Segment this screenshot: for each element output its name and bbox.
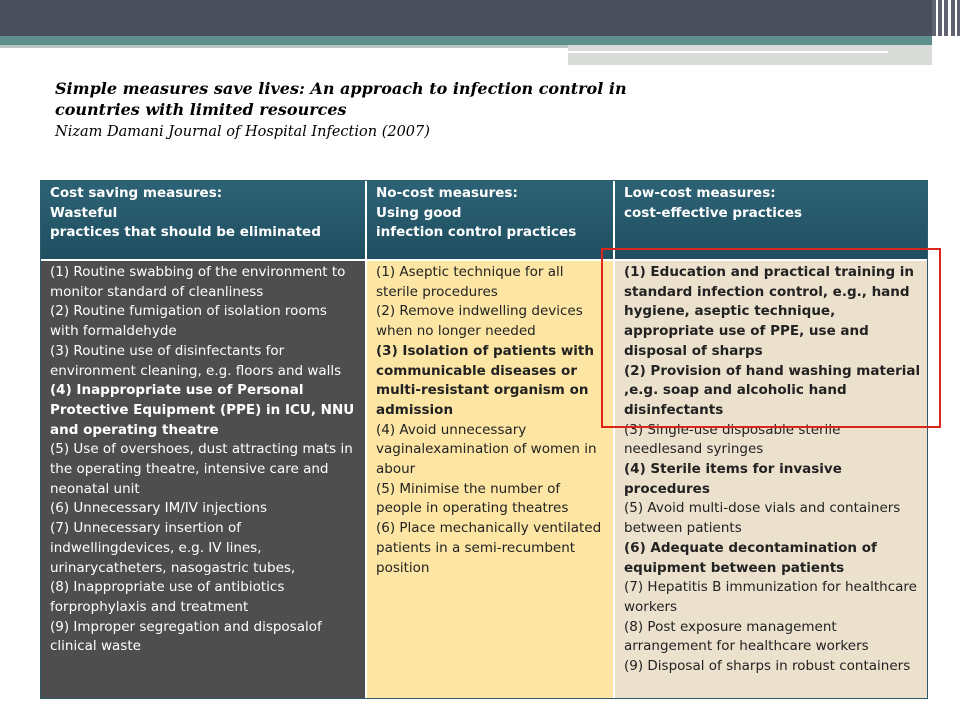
measure-item: (4) Inappropriate use of Personal Protective Equipment (PPE) in ICU, NNU and operating theatre xyxy=(50,382,355,438)
header-gray-band xyxy=(568,45,932,65)
measure-item: (5) Use of overshoes, dust attracting mats in the operating theatre, intensive care and neonatal unit xyxy=(50,441,353,497)
measure-item: (6) Adequate decontamination of equipment between patients xyxy=(624,539,877,576)
measure-item: (2) Remove indwelling devices when no longer needed xyxy=(376,303,583,340)
measure-item: (5) Minimise the number of people in operating theatres xyxy=(376,480,569,517)
measure-item: (9) Disposal of sharps in robust containers xyxy=(624,658,911,675)
corner-stripe xyxy=(955,0,957,36)
measure-item: (8) Inappropriate use of antibiotics forprophylaxis and treatment xyxy=(50,579,285,615)
measure-item: (2) Routine fumigation of isolation rooms with formaldehyde xyxy=(50,303,327,340)
header-no-cost: No-cost measures: Using good infection control practices xyxy=(367,181,613,259)
header-accent-band xyxy=(0,36,932,45)
measure-item: (3) Single-use disposable sterile needlesand syringes xyxy=(624,421,841,458)
header-cost-saving: Cost saving measures: Wasteful practices that should be eliminated xyxy=(41,181,365,259)
slide-title: Simple measures save lives: An approach to infection control in countries with limited resources xyxy=(55,79,627,119)
corner-stripe xyxy=(948,0,951,36)
measure-item: (7) Unnecessary insertion of indwellingdevices, e.g. IV lines, urinarycatheters, nasogastric tubes, xyxy=(50,520,296,576)
header-underline xyxy=(0,45,568,48)
measure-item: (1) Aseptic technique for all sterile procedures xyxy=(376,264,564,300)
slide-subtitle: Nizam Damani Journal of Hospital Infection (2007) xyxy=(55,124,430,140)
measure-item: (7) Hepatitis B immunization for healthcare workers xyxy=(624,579,917,615)
column-cost-saving xyxy=(41,261,365,698)
corner-stripe xyxy=(936,0,938,36)
measure-item: (6) Unnecessary IM/IV injections xyxy=(50,500,267,517)
measure-item: (9) Improper segregation and disposalof clinical waste xyxy=(50,618,322,655)
highlight-box xyxy=(601,248,941,428)
corner-stripe xyxy=(942,0,944,36)
measure-item: (8) Post exposure management arrangement for healthcare workers xyxy=(624,618,869,655)
column-no-cost xyxy=(367,261,613,698)
measure-item: (6) Place mechanically ventilated patients in a semi-recumbent position xyxy=(376,520,602,576)
header-white-line xyxy=(568,51,888,53)
header-band xyxy=(0,0,932,36)
header-low-cost: Low-cost measures: cost-effective practices xyxy=(615,181,927,259)
measure-item: (2) Provision of hand washing material ,e.g. soap and alcoholic hand disinfectants xyxy=(624,362,921,418)
measure-item: (4) Avoid unnecessary vaginalexamination of women in abour xyxy=(376,421,597,478)
measure-item: (3) Routine use of disinfectants for environment cleaning, e.g. floors and walls xyxy=(50,342,342,379)
measure-item: (1) Education and practical training in standard infection control, e.g., hand hygiene, aseptic technique, appropriate use of PPE, use and disposal of sharps xyxy=(624,264,915,359)
measure-item: (3) Isolation of patients with communicable diseases or multi-resistant organism on admission xyxy=(376,342,594,418)
measure-item: (4) Sterile items for invasive procedures xyxy=(624,461,842,497)
measure-item: (1) Routine swabbing of the environment to monitor standard of cleanliness xyxy=(50,264,346,300)
measure-item: (5) Avoid multi-dose vials and containers between patients xyxy=(624,500,901,537)
